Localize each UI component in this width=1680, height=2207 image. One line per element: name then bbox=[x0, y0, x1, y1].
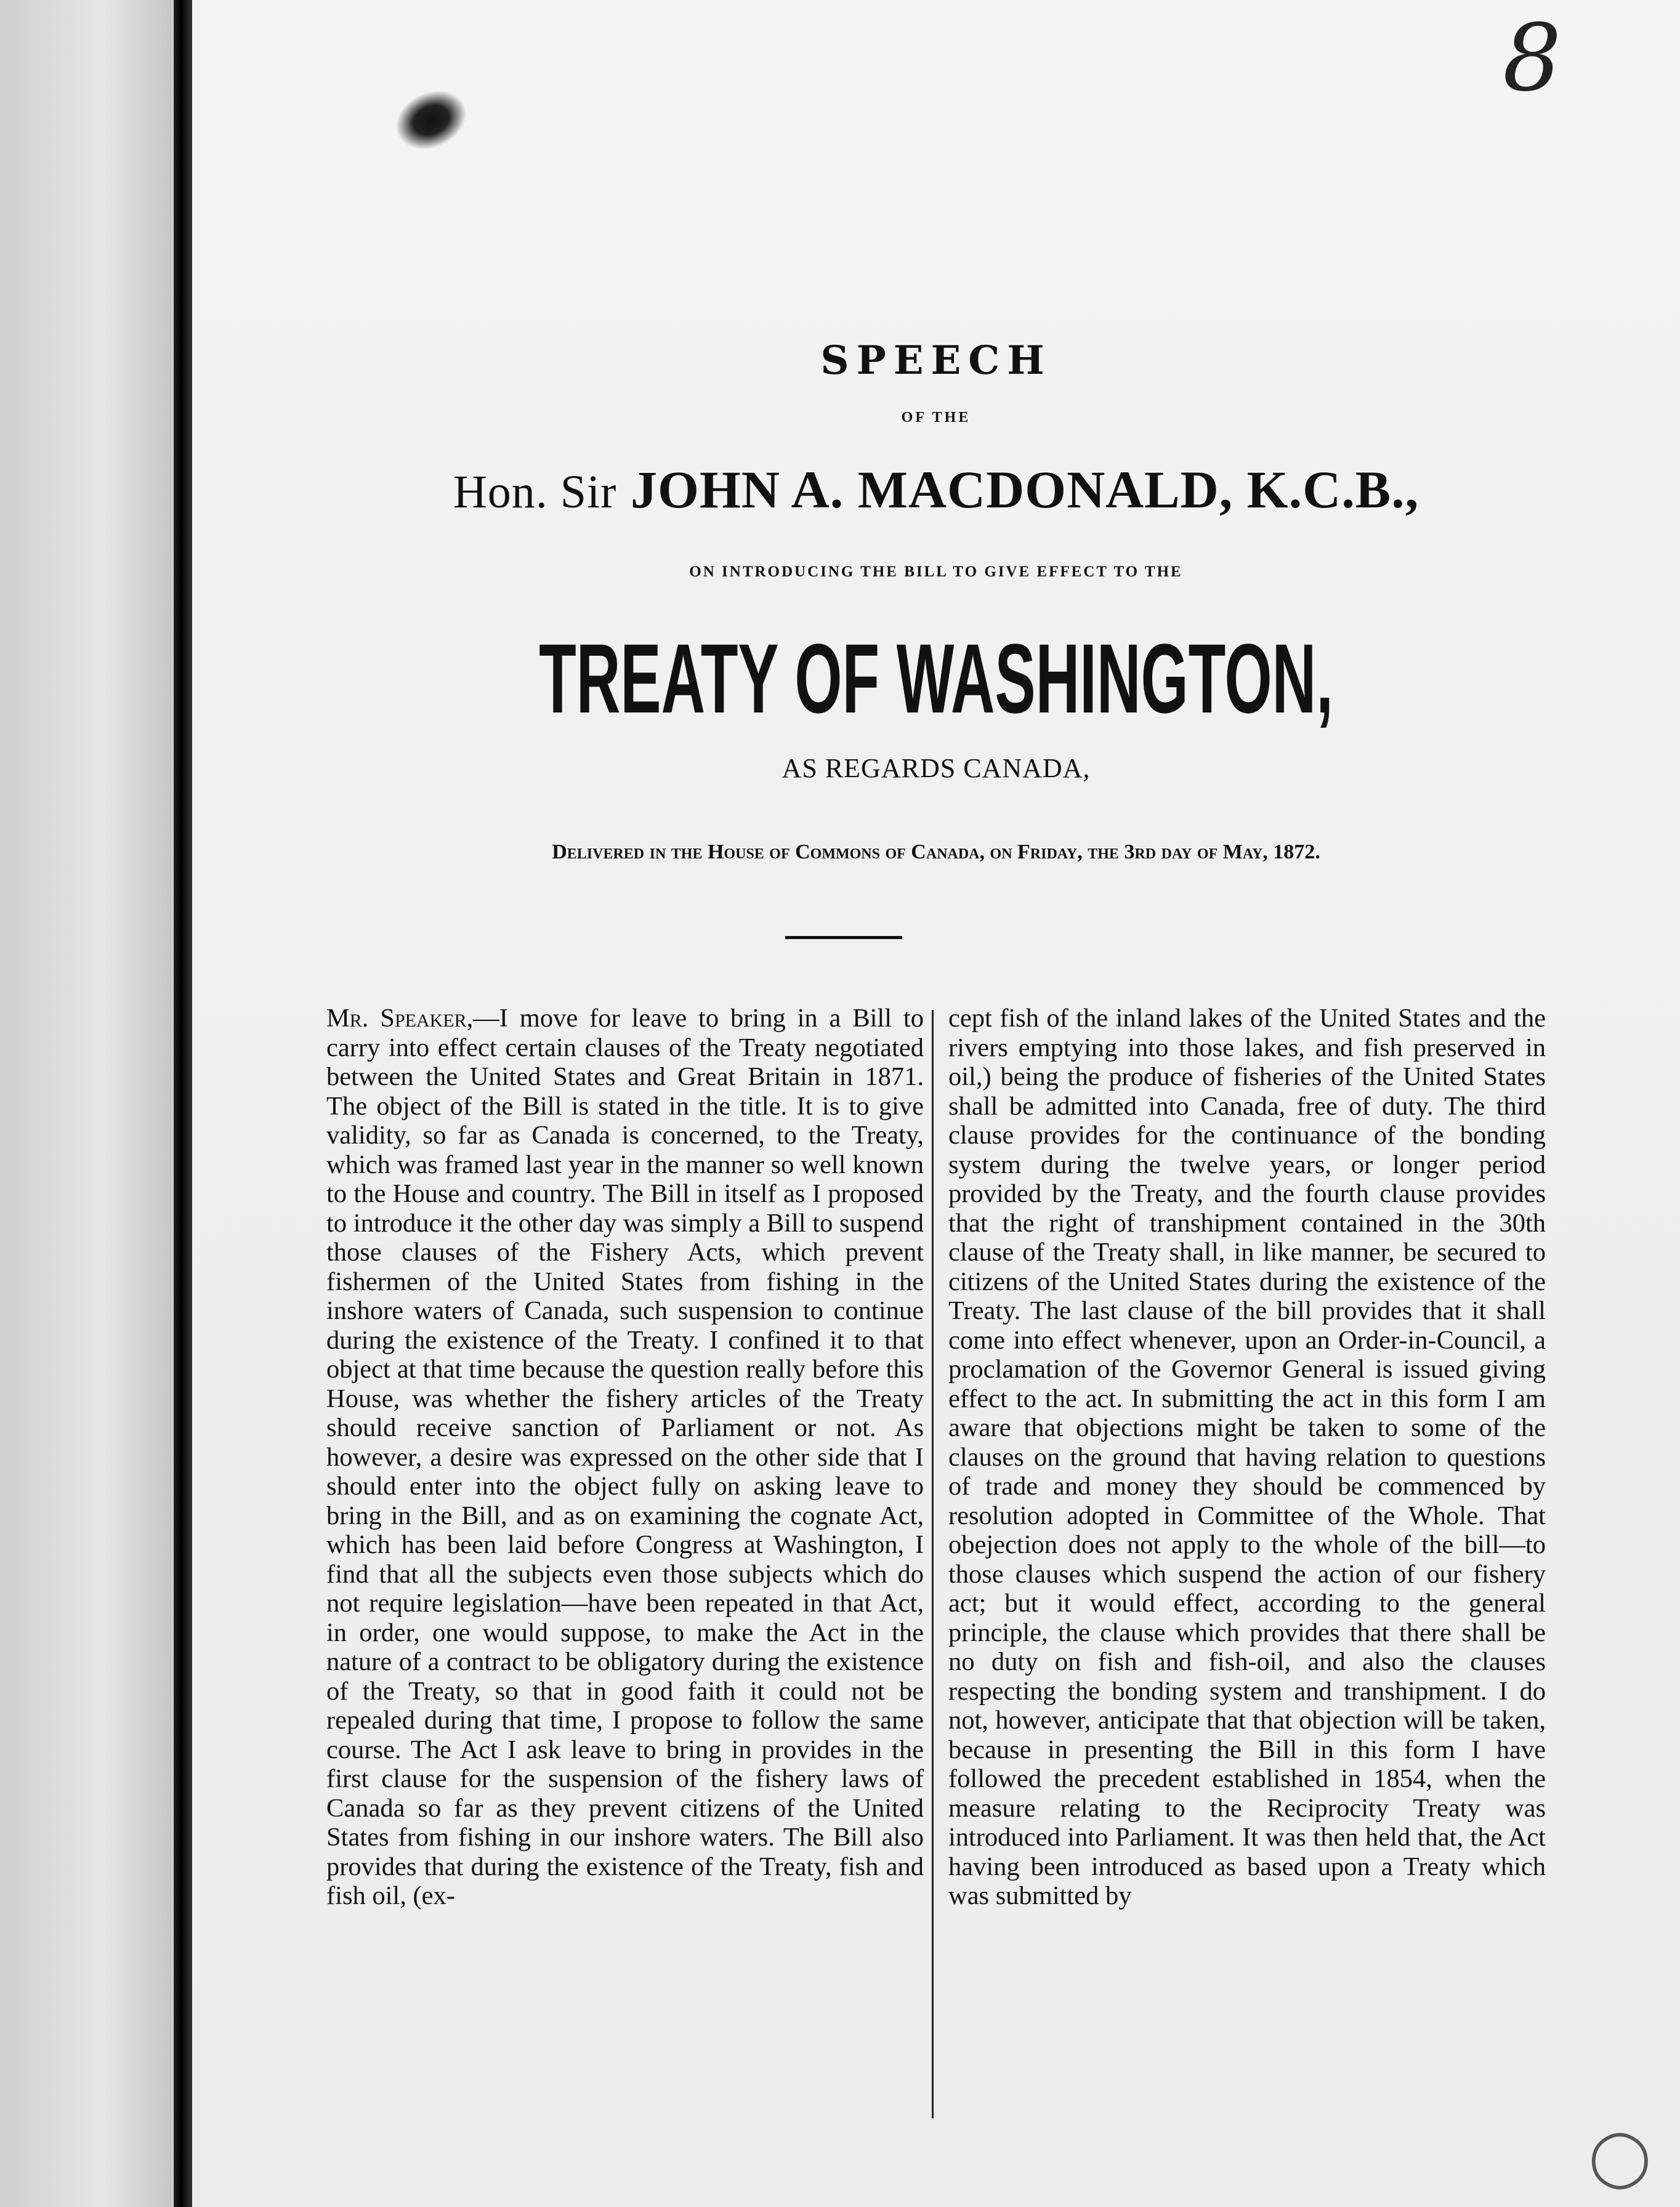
name-prefix: Hon. Sir bbox=[453, 466, 617, 518]
right-column-text: cept fish of the inland lakes of the United States and the rivers emptying into those lakes, and fish preserved in oil,) being the produce of fisheries of the United States shall be admitted into Canada, free of duty. The third clause provides for the continuance of the bonding system during the twelve years, or longer period provided by the Treaty, and the fourth clause provides that the right of transhipment contained in the 30th clause of the Treaty shall, in like manner, be secured to citizens of the United States during the existence of the Treaty. The last clause of the bill provides that it shall come into effect whenever, upon an Order-in-Council, a proclamation of the Governor General is issued giving effect to the act. In submitting the act in this form I am aware that objections might be taken to some of the clauses on the ground that having relation to questions of trade and money they should be commenced by resolution adopted in Committee of the Whole. That obejection does not apply to the whole of the bill—to those clauses which suspend the action of our fishery act; but it would effect, according to the general principle, the clause which provides that there shall be no duty on fish and fish-oil, and also the clauses respecting the bonding system and transhipment. I do not, however, anticipate that that objection will be taken, because in presenting the Bill in this form I have followed the precedent established in 1854, when the measure relating to the Reciprocity Treaty was introduced into Parliament. It was then held that, the Act having been introduced as based upon a Treaty which was submitted by bbox=[948, 1004, 1546, 1910]
facing-page bbox=[0, 0, 172, 2207]
intro-line: ON INTRODUCING THE BILL TO GIVE EFFECT TO THE bbox=[689, 563, 1183, 580]
name-main: JOHN A. MACDONALD, K.C.B., bbox=[630, 460, 1420, 519]
as-regards-line: AS REGARDS CANADA, bbox=[781, 753, 1091, 783]
margin-mark: 8 bbox=[1503, 5, 1562, 112]
book-spine bbox=[174, 0, 192, 2207]
column-divider bbox=[932, 1010, 934, 2118]
speech-lead: Mr. Speaker, bbox=[326, 1004, 474, 1033]
delivered-line: Delivered in the House of Commons of Canada, on Friday, the 3rd day of May, 1872. bbox=[552, 841, 1320, 863]
title-rule bbox=[785, 936, 902, 939]
left-column-text: —I move for leave to bring in a Bill to carry into effect certain clauses of the Treaty negotiated between the United States and Great Britain in 1871. The object of the Bill is stated in the title. It is to give validity, so far as Canada is concerned, to the Treaty, which was framed last year in the manner so well known to the House and country. The Bill in itself as I proposed to introduce it the other day was simply a Bill to suspend those clauses of the Fishery Acts, which prevent fishermen of the United States from fishing in the inshore waters of Canada, such suspension to continue during the existence of the Treaty. I confined it to that object at that time because the question really before this House, was whether the fishery articles of the Treaty should receive sanction of Parliament or not. As however, a desire was expressed on the other side that I should enter into the object fully on asking leave to bring in the Bill, and as on examining the cognate Act, which has been laid before Congress at Washington, I find that all the subjects even those subjects which do not require legislation—have been repeated in that Act, in order, one would suppose, to make the Act in the nature of a contract to be obligatory during the existence of the Treaty, so that in good faith it could not be repealed during that time, I propose to follow the same course. The Act I ask leave to bring in provides in the first clause for the suspension of the fishery laws of Canada so far as they prevent citizens of the United States from fishing in our inshore waters. The Bill also provides that during the existence of the Treaty, fish and fish oil, (ex- bbox=[326, 1004, 924, 1910]
document-heading: SPEECH bbox=[820, 337, 1052, 384]
speaker-name bbox=[192, 459, 1680, 520]
of-the-line: OF THE bbox=[901, 410, 971, 426]
body-column-right bbox=[948, 1004, 1546, 1911]
body-column-left bbox=[326, 1004, 924, 1911]
treaty-title: TREATY OF WASHINGTON, bbox=[539, 623, 1333, 733]
corner-sketch-mark: ◯ bbox=[1589, 2124, 1651, 2189]
